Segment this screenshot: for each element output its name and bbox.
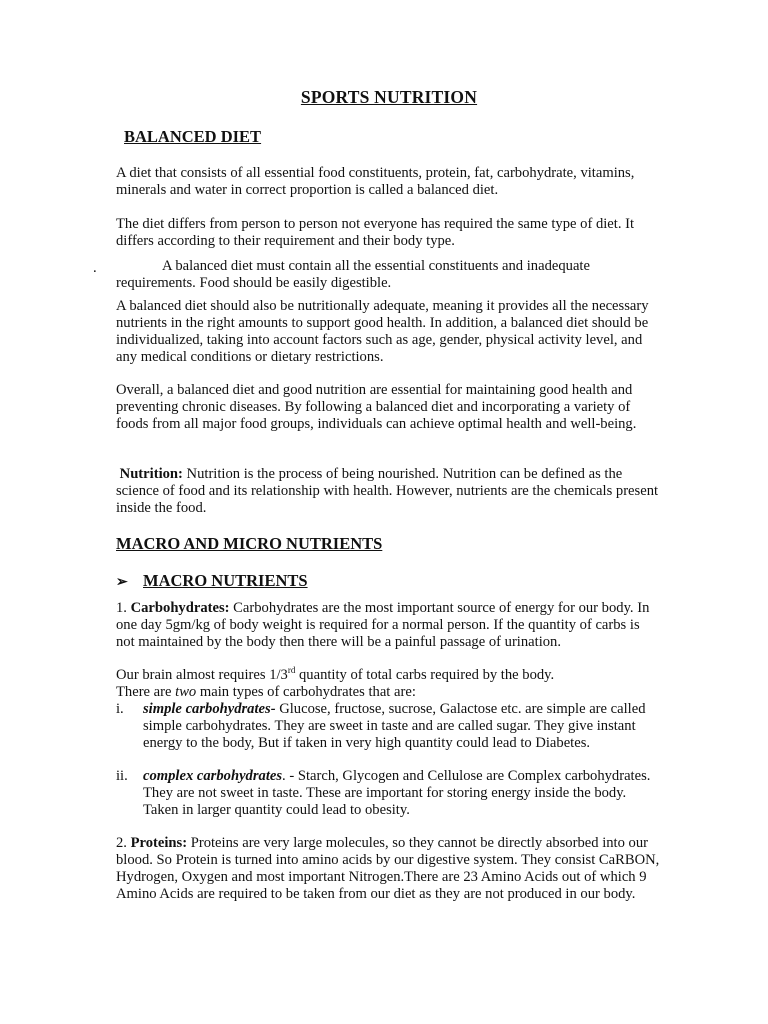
paragraph-nutrition [116,466,661,517]
brain-superscript: rd [287,665,296,676]
types-emphasis: two [175,684,197,700]
brain-text-post: quantity of total carbs required by the body. [295,667,555,683]
page-title: SPORTS NUTRITION [300,87,478,107]
macro-micro-heading: MACRO AND MICRO NUTRIENTS [116,534,383,553]
paragraph-adequate: A balanced diet should also be nutritionally adequate, meaning it provides all the necessary nutrients in the right amounts to support good health. In addition, a balanced diet should be individualized, taking into account factors such as age, gender, physical activity level, and any medical conditions or dietary restrictions. [116,298,649,365]
paragraph-proteins [116,835,661,903]
protein-text: Proteins are very large molecules, so they cannot be directly absorbed into our blood. So Protein is turned into amino acids by our digestive system. They consist CaRBON, Hydrogen, Oxygen and most important Nitrogen.There are 23 Amino Acids out of which 9 Amino Acids are required to be taken from our diet as they are not produced in our body. [116,835,660,902]
list-number-i: i. [116,701,124,717]
complex-carbs-text: . - Starch, Glycogen and Cellulose are Complex carbohydrates. They are not sweet in taste. These are important for storing energy inside the body. Taken in larger quantity could lead to obesity. [143,768,651,818]
paragraph-overall: Overall, a balanced diet and good nutrition are essential for maintaining good health and preventing chronic diseases. By following a balanced diet and incorporating a variety of foods from all major food groups, individuals can achieve optimal health and well-being. [116,382,637,432]
protein-number: 2. [116,835,131,851]
paragraph-types [116,684,661,701]
paragraph-constituents: A balanced diet must contain all the essential constituents and inadequate requirements. Food should be easily digestible. [116,258,590,291]
carb-text: Carbohydrates are the most important source of energy for our body. In one day 5gm/kg of body weight is required for a normal person. If the quantity of carbs is not maintained by the body then there will be a painful passage of urination. [116,600,650,650]
stray-dot: . [93,260,97,276]
carb-number: 1. [116,600,131,616]
paragraph-definition: A diet that consists of all essential food constituents, protein, fat, carbohydrate, vitamins, minerals and water in correct proportion is called a balanced diet. [116,165,635,198]
balanced-diet-heading: BALANCED DIET [124,127,262,146]
carb-label: Carbohydrates: [130,600,230,616]
nutrition-text: Nutrition is the process of being nourished. Nutrition can be defined as the science of food and its relationship with health. However, nutrients are the chemicals present inside the food. [116,466,659,516]
list-body-complex [143,768,661,819]
paragraph-differs: The diet differs from person to person not everyone has required the same type of diet. It differs according to their requirement and their body type. [116,216,635,249]
macro-nutrients-heading [116,573,308,592]
protein-label: Proteins: [130,835,188,851]
list-item-simple-carbs [116,701,661,752]
list-number-ii: ii. [116,768,128,784]
types-text-post: main types of carbohydrates that are: [196,684,416,700]
paragraph-carbohydrates [116,600,661,651]
types-text-pre: There are [116,684,176,700]
simple-carbs-label: simple carbohydrates- [143,701,276,717]
simple-carbs-text: Glucose, fructose, sucrose, Galactose etc. are simple are called simple carbohydrates. They are sweet in taste and are called sugar. They give instant energy to the body, But if taken in very high quantity could lead to Diabetes. [143,701,646,751]
brain-text-pre: Our brain almost requires 1/3 [116,667,288,683]
nutrition-label: Nutrition: [119,466,183,482]
paragraph-brain [116,667,661,684]
list-body-simple [143,701,661,752]
complex-carbs-label: complex carbohydrates [143,768,283,784]
arrow-bullet-icon: ➢ [116,575,128,590]
macro-nutrients-label: MACRO NUTRIENTS [143,571,308,590]
list-item-complex-carbs [116,768,661,819]
